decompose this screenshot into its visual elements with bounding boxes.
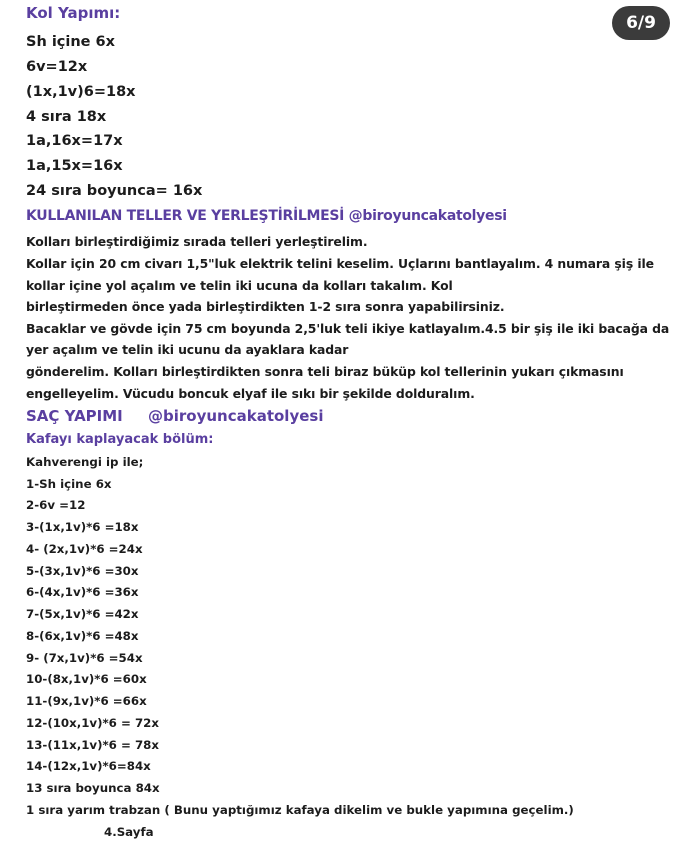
wires-line-8: engelleyelim. Vücudu boncuk elyaf ile sıkı bir şekilde dolduralım. [26, 386, 475, 401]
wires-line-1: Kolları birleştirdiğimiz sırada telleri yerleştirelim. [26, 234, 368, 249]
wires-line-5: Bacaklar ve gövde için 75 cm boyunda 2,5'luk teli ikiye katlayalım.4.5 bir şiş ile iki bacağa da [26, 321, 670, 336]
wires-line-4: birleştirmeden önce yada birleştirdikten 1-2 sıra sonra yapabilirsiniz. [26, 299, 505, 314]
wires-line-6: yer açalım ve telin iki ucunu da ayaklara kadar [26, 342, 349, 357]
hair-title-text: SAÇ YAPIMI [26, 407, 123, 425]
hair-line-13: 12-(10x,1v)*6 = 72x [26, 716, 160, 730]
hair-line-17: 1 sıra yarım trabzan ( Bunu yaptığımız kafaya dikelim ve bukle yapımına geçelim.) [26, 803, 574, 817]
wires-line-2: Kollar için 20 cm civarı 1,5"luk elektrik telini keselim. Uçlarını bantlayalım. 4 numara şiş ile [26, 256, 654, 271]
wires-section-title [26, 208, 507, 224]
arm-step-7: 24 sıra boyunca= 16x [26, 183, 203, 199]
arm-step-6: 1a,15x=16x [26, 158, 123, 174]
arm-step-4: 4 sıra 18x [26, 109, 107, 125]
hair-line-11: 10-(8x,1v)*6 =60x [26, 672, 147, 686]
hair-line-16: 13 sıra boyunca 84x [26, 781, 160, 795]
hair-line-10: 9- (7x,1v)*6 =54x [26, 651, 143, 665]
hair-line-9: 8-(6x,1v)*6 =48x [26, 629, 139, 643]
hair-line-1: Kahverengi ip ile; [26, 455, 144, 469]
wires-line-3: kollar içine yol açalım ve telin iki ucuna da kolları takalım. Kol [26, 278, 453, 293]
wires-title-text: KULLANILAN TELLER VE YERLEŞTİRİLMESİ [26, 208, 345, 224]
hair-line-3: 2-6v =12 [26, 498, 86, 512]
hair-handle: @biroyuncakatolyesi [148, 407, 324, 425]
hair-line-5: 4- (2x,1v)*6 =24x [26, 542, 143, 556]
hair-line-14: 13-(11x,1v)*6 = 78x [26, 738, 160, 752]
arm-step-2: 6v=12x [26, 59, 88, 75]
arm-step-3: (1x,1v)6=18x [26, 84, 136, 100]
arm-section-title: Kol Yapımı: [26, 4, 121, 22]
hair-line-8: 7-(5x,1v)*6 =42x [26, 607, 139, 621]
page-label: 4.Sayfa [104, 825, 154, 839]
wires-line-7: gönderelim. Kolları birleştirdikten sonra teli biraz büküp kol tellerinin yukarı çıkmasını [26, 364, 624, 379]
hair-section-title [26, 407, 323, 425]
hair-line-7: 6-(4x,1v)*6 =36x [26, 585, 139, 599]
hair-subtitle: Kafayı kaplayacak bölüm: [26, 432, 214, 447]
hair-line-15: 14-(12x,1v)*6=84x [26, 759, 151, 773]
arm-step-5: 1a,16x=17x [26, 133, 123, 149]
arm-step-1: Sh içine 6x [26, 34, 115, 50]
wires-handle: @biroyuncakatolyesi [348, 208, 507, 224]
hair-line-4: 3-(1x,1v)*6 =18x [26, 520, 139, 534]
page-counter-badge: 6/9 [612, 6, 670, 40]
hair-line-2: 1-Sh içine 6x [26, 477, 112, 491]
hair-line-12: 11-(9x,1v)*6 =66x [26, 694, 147, 708]
hair-line-6: 5-(3x,1v)*6 =30x [26, 564, 139, 578]
